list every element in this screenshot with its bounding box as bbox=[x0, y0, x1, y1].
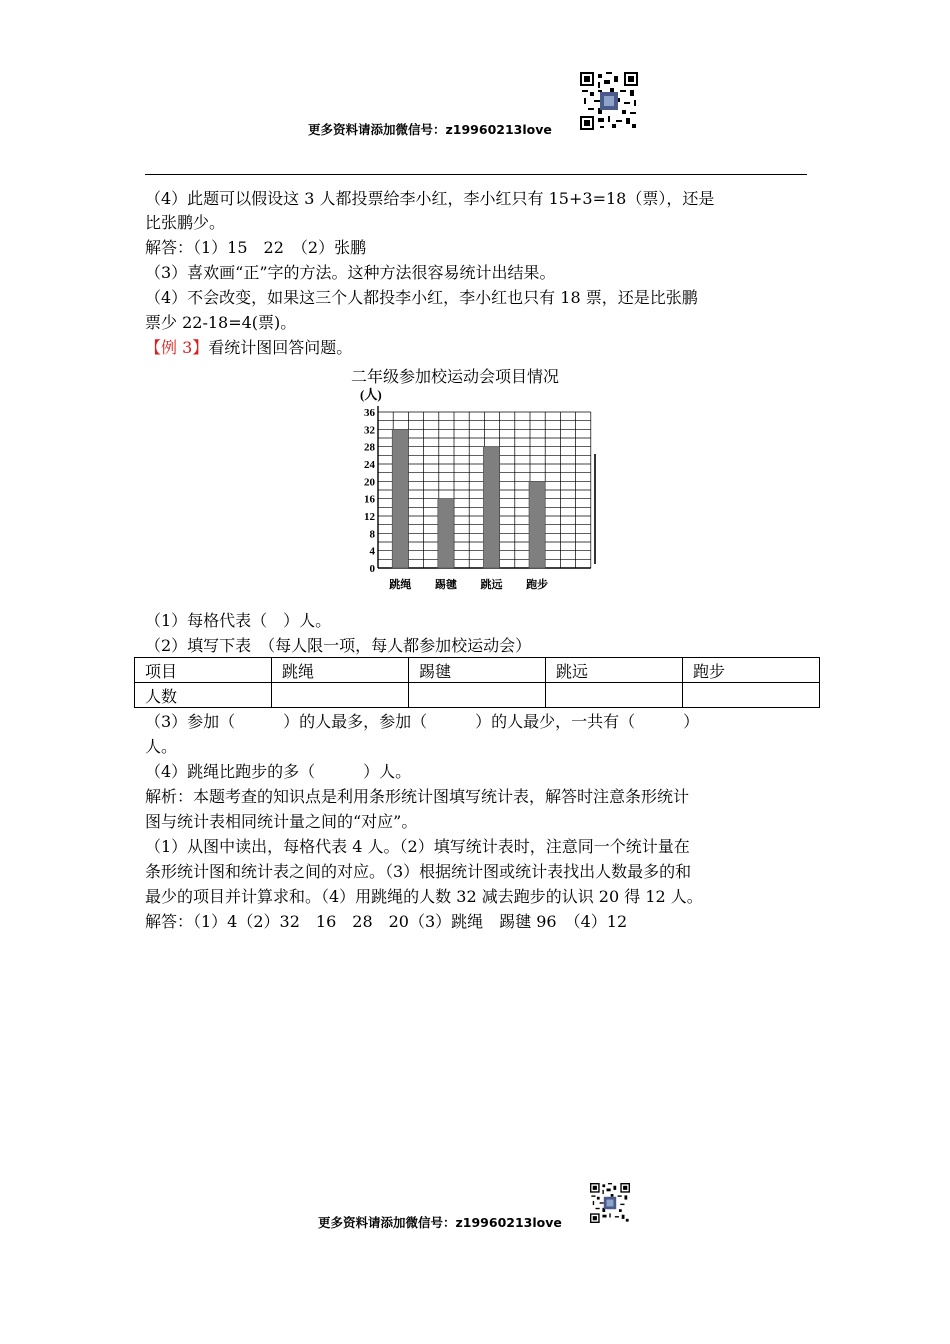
table-cell: 跳远 bbox=[546, 658, 683, 683]
y-tick-label: 24 bbox=[364, 459, 375, 471]
question-4: （4）跳绳比跑步的多（ ）人。 bbox=[145, 762, 412, 781]
question-3a: （3）参加（ ）的人最多，参加（ ）的人最少，一共有（ ） bbox=[145, 712, 700, 731]
text-line-4: （3）喜欢画“正”字的方法。这种方法很容易统计出结果。 bbox=[145, 263, 556, 282]
table-cell: 人数 bbox=[135, 683, 272, 708]
text-line-5: （4）不会改变，如果这三个人都投李小红，李小红也只有 18 票，还是比张鹏 bbox=[145, 288, 698, 307]
example-tag: 【例 3】 bbox=[145, 338, 209, 357]
example-text: 看统计图回答问题。 bbox=[208, 338, 353, 357]
bar bbox=[529, 481, 545, 568]
y-tick-label: 36 bbox=[364, 407, 375, 419]
question-2: （2）填写下表 （每人限一项，每人都参加校运动会） bbox=[145, 636, 532, 655]
footer-qr-code bbox=[590, 1183, 630, 1223]
y-tick-label: 16 bbox=[364, 493, 375, 506]
table-cell bbox=[546, 683, 683, 708]
header-qr-code bbox=[580, 72, 638, 130]
text-line-1: （4）此题可以假设这 3 人都投票给李小红，李小红只有 15+3=18（票），还是 bbox=[145, 189, 715, 208]
table-data-row bbox=[135, 683, 820, 708]
statistics-table bbox=[134, 657, 820, 708]
chart-title: 二年级参加校运动会项目情况 bbox=[351, 367, 560, 386]
x-tick-label: 跳绳 bbox=[389, 578, 412, 591]
y-tick-label: 4 bbox=[369, 545, 375, 558]
x-tick-label: 跑步 bbox=[526, 578, 549, 591]
y-tick-label: 12 bbox=[364, 511, 375, 523]
y-tick-label: 0 bbox=[369, 563, 375, 575]
analysis-line-2: 图与统计表相同统计量之间的“对应”。 bbox=[145, 812, 418, 831]
y-axis-label: (人) bbox=[360, 387, 382, 402]
x-tick-label: 踢毽 bbox=[434, 578, 457, 591]
analysis-line-1: 解析：本题考查的知识点是利用条形统计图填写统计表，解答时注意条形统计 bbox=[145, 787, 690, 806]
text-line-3: 解答：（1）15 22 （2）张鹏 bbox=[145, 238, 367, 257]
table-cell bbox=[683, 683, 820, 708]
table-cell: 踢毽 bbox=[409, 658, 546, 683]
bar bbox=[392, 429, 408, 568]
question-3b: 人。 bbox=[145, 737, 178, 756]
bar bbox=[483, 447, 499, 568]
text-line-2: 比张鹏少。 bbox=[145, 213, 226, 232]
y-tick-label: 32 bbox=[364, 424, 375, 437]
answer-line: 解答：（1）4（2）32 16 28 20（3）跳绳 踢毽 96 （4）12 bbox=[145, 912, 628, 931]
table-cell: 跳绳 bbox=[272, 658, 409, 683]
header-divider bbox=[145, 174, 807, 175]
table-cell bbox=[272, 683, 409, 708]
table-cell bbox=[409, 683, 546, 708]
table-cell: 项目 bbox=[135, 658, 272, 683]
analysis-line-5: 最少的项目并计算求和。（4）用跳绳的人数 32 减去跑步的认识 20 得 12 人。 bbox=[145, 887, 703, 906]
y-tick-label: 8 bbox=[369, 528, 375, 541]
example-heading bbox=[145, 338, 352, 358]
table-cell: 跑步 bbox=[683, 658, 820, 683]
y-tick-label: 20 bbox=[364, 476, 375, 489]
question-1: （1）每格代表（ ）人。 bbox=[145, 611, 332, 630]
y-tick-label: 28 bbox=[364, 441, 375, 454]
x-tick-label: 跳远 bbox=[480, 578, 503, 591]
analysis-line-3: （1）从图中读出，每格代表 4 人。（2）填写统计表时，注意同一个统计量在 bbox=[145, 837, 690, 856]
footer-wechat-text: 更多资料请添加微信号：z19960213love bbox=[318, 1215, 562, 1230]
bar bbox=[438, 499, 454, 568]
table-header-row bbox=[135, 658, 820, 683]
header-wechat-text: 更多资料请添加微信号：z19960213love bbox=[308, 122, 552, 137]
text-line-6: 票少 22-18=4(票)。 bbox=[145, 313, 297, 332]
bar-chart bbox=[340, 382, 600, 594]
analysis-line-4: 条形统计图和统计表之间的对应。（3）根据统计图或统计表找出人数最多的和 bbox=[145, 862, 692, 881]
